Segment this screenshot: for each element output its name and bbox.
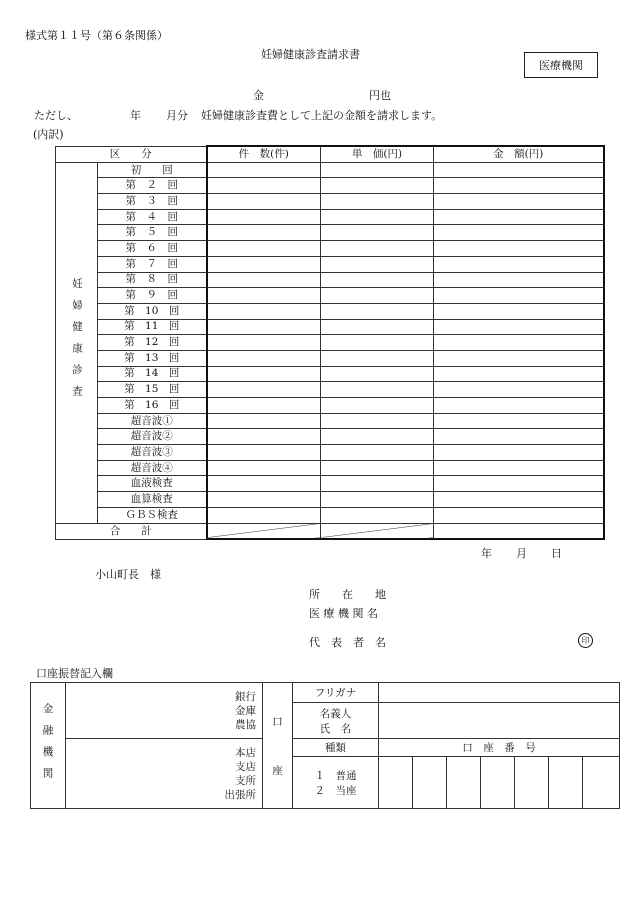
furigana-label: フリガナ — [293, 683, 379, 703]
row-label: 超音波④ — [98, 460, 207, 476]
row-unit-price-cell[interactable] — [321, 413, 434, 429]
row-count-cell[interactable] — [207, 319, 321, 335]
table-row — [56, 382, 604, 398]
row-label: 第 11 回 — [98, 319, 207, 335]
account-digit[interactable] — [413, 757, 447, 809]
row-unit-price-cell[interactable] — [321, 429, 434, 445]
row-amount-cell[interactable] — [434, 476, 604, 492]
breakdown-table — [55, 145, 605, 540]
furigana-field[interactable] — [379, 683, 620, 703]
seal-mark: 印 — [578, 633, 593, 648]
row-unit-price-cell[interactable] — [321, 460, 434, 476]
row-count-cell[interactable] — [207, 335, 321, 351]
row-amount-cell[interactable] — [434, 178, 604, 194]
institution-badge: 医療機関 — [524, 52, 598, 78]
table-row — [56, 241, 604, 257]
table-row — [56, 288, 604, 304]
branch-type: 支所 — [235, 774, 256, 787]
row-label: 第 ７ 回 — [98, 256, 207, 272]
row-unit-price-cell[interactable] — [321, 178, 434, 194]
total-count-diagonal — [207, 523, 321, 539]
account-label-cell — [263, 683, 293, 809]
row-count-cell[interactable] — [207, 492, 321, 508]
row-count-cell[interactable] — [207, 194, 321, 210]
row-label: 第 ９ 回 — [98, 288, 207, 304]
table-row — [56, 272, 604, 288]
table-row — [56, 178, 604, 194]
row-amount-cell[interactable] — [434, 225, 604, 241]
account-digit[interactable] — [583, 757, 620, 809]
header-unit-price: 単 価(円) — [321, 146, 434, 162]
row-label: 超音波① — [98, 413, 207, 429]
row-unit-price-cell[interactable] — [321, 241, 434, 257]
row-unit-price-cell[interactable] — [321, 319, 434, 335]
row-amount-cell[interactable] — [434, 194, 604, 210]
table-row — [56, 429, 604, 445]
row-amount-cell[interactable] — [434, 492, 604, 508]
branch-type: 本店 — [235, 746, 256, 759]
date-month: 月 — [516, 547, 527, 560]
statement-month: 月分 — [166, 109, 188, 122]
row-unit-price-cell[interactable] — [321, 382, 434, 398]
row-unit-price-cell[interactable] — [321, 225, 434, 241]
row-count-cell[interactable] — [207, 413, 321, 429]
bank-type: 農協 — [235, 718, 256, 731]
row-amount-cell[interactable] — [434, 241, 604, 257]
account-digit[interactable] — [379, 757, 413, 809]
table-row — [56, 194, 604, 210]
branch-type: 支店 — [235, 760, 256, 773]
table-row — [56, 319, 604, 335]
row-unit-price-cell[interactable] — [321, 256, 434, 272]
row-count-cell[interactable] — [207, 350, 321, 366]
row-count-cell[interactable] — [207, 382, 321, 398]
row-label: 超音波② — [98, 429, 207, 445]
form-number: 様式第１１号（第６条関係） — [25, 29, 168, 42]
row-count-cell[interactable] — [207, 241, 321, 257]
row-count-cell[interactable] — [207, 162, 321, 178]
row-unit-price-cell[interactable] — [321, 507, 434, 523]
row-label: 第 ２ 回 — [98, 178, 207, 194]
table-row — [56, 445, 604, 461]
row-amount-cell[interactable] — [434, 288, 604, 304]
address-label: 所 在 地 — [309, 588, 386, 601]
statement-lead: ただし、 — [34, 109, 78, 122]
row-label: 第 16 回 — [98, 398, 207, 414]
row-amount-cell[interactable] — [434, 303, 604, 319]
row-label: 第 10 回 — [98, 303, 207, 319]
row-unit-price-cell[interactable] — [321, 366, 434, 382]
table-row — [56, 256, 604, 272]
bank-type: 銀行 — [235, 690, 256, 703]
row-count-cell[interactable] — [207, 288, 321, 304]
header-amount: 金 額(円) — [434, 146, 604, 162]
page-title: 妊婦健康診査請求書 — [261, 48, 360, 61]
account-type-current: ２ 当座 — [314, 784, 357, 797]
row-unit-price-cell[interactable] — [321, 272, 434, 288]
row-unit-price-cell[interactable] — [321, 162, 434, 178]
bank-section-title: 口座振替記入欄 — [36, 667, 113, 680]
bank-type: 金庫 — [235, 704, 256, 717]
total-amount-cell[interactable] — [434, 523, 604, 539]
row-count-cell[interactable] — [207, 272, 321, 288]
table-row — [56, 366, 604, 382]
row-amount-cell[interactable] — [434, 256, 604, 272]
row-count-cell[interactable] — [207, 398, 321, 414]
row-unit-price-cell[interactable] — [321, 209, 434, 225]
date-year: 年 — [481, 547, 492, 560]
group-label: 妊婦健康診査 — [56, 162, 98, 523]
bank-table — [30, 682, 620, 809]
row-label: 第 12 回 — [98, 335, 207, 351]
account-digit[interactable] — [549, 757, 583, 809]
row-unit-price-cell[interactable] — [321, 194, 434, 210]
statement-body: 妊婦健康診査費として上記の金額を請求します。 — [201, 109, 443, 122]
row-amount-cell[interactable] — [434, 366, 604, 382]
row-count-cell[interactable] — [207, 178, 321, 194]
header-count: 件 数(件) — [207, 146, 321, 162]
row-amount-cell[interactable] — [434, 350, 604, 366]
row-amount-cell[interactable] — [434, 507, 604, 523]
row-count-cell[interactable] — [207, 303, 321, 319]
holder-label-line2: 氏 名 — [319, 722, 352, 735]
institution-name-label: 医 療 機 関 名 — [309, 607, 378, 620]
bank-institution-label: 金融機関 — [31, 683, 66, 809]
total-unit-diagonal — [321, 523, 434, 539]
row-amount-cell[interactable] — [434, 460, 604, 476]
amount-prefix: 金 — [253, 89, 264, 102]
table-row — [56, 492, 604, 508]
row-label: 第 ３ 回 — [98, 194, 207, 210]
row-count-cell[interactable] — [207, 366, 321, 382]
total-row — [56, 523, 604, 539]
row-amount-cell[interactable] — [434, 162, 604, 178]
row-unit-price-cell[interactable] — [321, 350, 434, 366]
row-amount-cell[interactable] — [434, 398, 604, 414]
row-count-cell[interactable] — [207, 507, 321, 523]
table-row — [56, 413, 604, 429]
branch-type: 出張所 — [224, 788, 256, 801]
holder-name-field[interactable] — [379, 703, 620, 739]
table-row — [56, 335, 604, 351]
row-count-cell[interactable] — [207, 209, 321, 225]
row-count-cell[interactable] — [207, 256, 321, 272]
row-label: 第 15 回 — [98, 382, 207, 398]
holder-label-line1: 名義人 — [319, 707, 352, 720]
account-type-label: 種類 — [293, 739, 379, 757]
row-unit-price-cell[interactable] — [321, 492, 434, 508]
row-label: 第 ５ 回 — [98, 225, 207, 241]
bank-type-cell — [66, 683, 263, 739]
table-row — [56, 225, 604, 241]
row-label: 血算検査 — [98, 492, 207, 508]
row-unit-price-cell[interactable] — [321, 303, 434, 319]
header-category: 区 分 — [56, 146, 207, 162]
table-row — [56, 398, 604, 414]
row-count-cell[interactable] — [207, 225, 321, 241]
row-label: ＧＢＳ検査 — [98, 507, 207, 523]
row-label: 血液検査 — [98, 476, 207, 492]
account-digit[interactable] — [447, 757, 481, 809]
row-unit-price-cell[interactable] — [321, 288, 434, 304]
account-label-top: 口 — [272, 715, 283, 728]
row-label: 第 ８ 回 — [98, 272, 207, 288]
account-label-bottom: 座 — [272, 764, 283, 777]
row-unit-price-cell[interactable] — [321, 445, 434, 461]
row-label: 第 14 回 — [98, 366, 207, 382]
row-count-cell[interactable] — [207, 476, 321, 492]
row-label: 第 ４ 回 — [98, 209, 207, 225]
row-unit-price-cell[interactable] — [321, 398, 434, 414]
addressee: 小山町長 様 — [95, 568, 161, 581]
table-header-row — [56, 146, 604, 162]
row-label: 初 回 — [98, 162, 207, 178]
row-amount-cell[interactable] — [434, 335, 604, 351]
breakdown-label: (内訳) — [33, 128, 64, 141]
table-row — [56, 350, 604, 366]
account-type-options — [293, 757, 379, 809]
row-count-cell[interactable] — [207, 445, 321, 461]
row-count-cell[interactable] — [207, 429, 321, 445]
holder-label — [293, 703, 379, 739]
row-label: 第 ６ 回 — [98, 241, 207, 257]
row-amount-cell[interactable] — [434, 319, 604, 335]
row-amount-cell[interactable] — [434, 445, 604, 461]
table-row — [56, 303, 604, 319]
account-digit[interactable] — [515, 757, 549, 809]
date-day: 日 — [551, 547, 562, 560]
total-label: 合 計 — [56, 523, 207, 539]
table-row — [56, 209, 604, 225]
row-label: 第 13 回 — [98, 350, 207, 366]
account-type-ordinary: １ 普通 — [314, 769, 357, 782]
row-amount-cell[interactable] — [434, 209, 604, 225]
row-amount-cell[interactable] — [434, 382, 604, 398]
amount-suffix: 円也 — [369, 89, 391, 102]
representative-label: 代 表 者 名 — [309, 636, 386, 649]
table-row — [56, 460, 604, 476]
row-unit-price-cell[interactable] — [321, 335, 434, 351]
row-count-cell[interactable] — [207, 460, 321, 476]
row-amount-cell[interactable] — [434, 272, 604, 288]
account-number-label: 口 座 番 号 — [379, 739, 620, 757]
statement-year: 年 — [130, 109, 141, 122]
row-amount-cell[interactable] — [434, 413, 604, 429]
table-row — [56, 476, 604, 492]
account-digit[interactable] — [481, 757, 515, 809]
branch-type-cell — [66, 739, 263, 809]
row-label: 超音波③ — [98, 445, 207, 461]
table-row — [56, 162, 604, 178]
table-row — [56, 507, 604, 523]
row-amount-cell[interactable] — [434, 429, 604, 445]
row-unit-price-cell[interactable] — [321, 476, 434, 492]
